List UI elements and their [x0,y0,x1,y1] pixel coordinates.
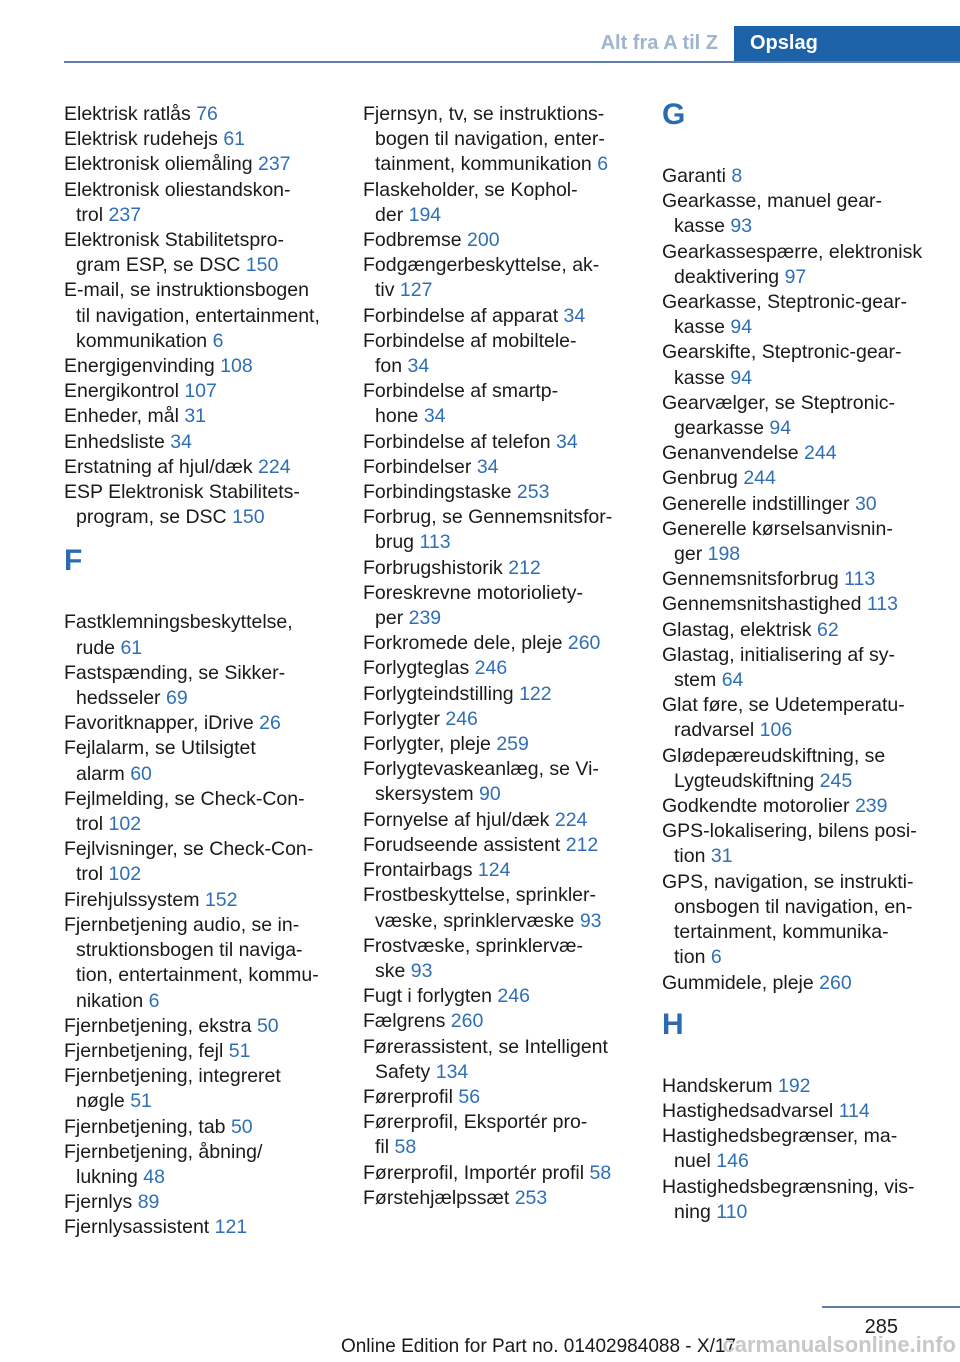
index-entry [64,1215,336,1240]
index-page-link[interactable]: 60 [130,762,152,785]
index-entry [363,1186,635,1211]
index-entry-term: Forbindelse af apparat [363,304,559,327]
index-entry [363,455,635,480]
index-entry-term: Enhedsliste [64,430,165,453]
index-entry-term: Fjernsyn, tv, se instruktions- bogen til navigation, enter- tainment, kommunikation [363,103,605,176]
index-entry [662,466,942,491]
index-entry-term: Garanti [662,165,726,187]
index-entry-term: Fodbremse [363,229,462,252]
index-section-letter: H [662,1007,684,1041]
index-page-link[interactable]: 246 [474,657,508,680]
index-entry-term: Forlygtevaskeanlæg, se Vi- skersystem [363,758,599,806]
index-page-link[interactable]: 58 [394,1136,417,1159]
section-tab[interactable]: Opslag [734,26,960,61]
index-entry [662,1124,942,1174]
index-page-link[interactable]: 97 [784,265,807,288]
index-entry-term: Fjernbetjening audio, se in- struktionsbogen til naviga- tion, entertainment, kommu- nikation [64,913,319,1012]
watermark: carmanualsonline.info [722,1332,956,1357]
index-entry-term: Fejlmelding, se Check-Con- trol [64,787,305,836]
index-entry-term: Forbindelse af telefon [363,430,551,453]
index-page-link[interactable]: 51 [130,1090,152,1113]
index-page-link[interactable]: 244 [743,467,776,490]
index-entry-term: Forbindingstaske [363,481,512,504]
index-entry [662,240,942,290]
index-column-1 [64,102,336,1241]
index-page-link[interactable]: 50 [256,1014,279,1037]
index-page-link[interactable]: 26 [259,712,281,735]
index-page-link[interactable]: 61 [223,128,246,151]
index-page-link[interactable]: 61 [120,636,143,659]
index-entry-term: Fornyelse af hjul/dæk [363,808,550,831]
index-entry-term: GPS-lokalisering, bilens posi- tion [662,820,917,868]
index-entry-term: Godkendte motorolier [662,795,850,818]
index-entry [662,164,942,189]
index-entry [363,682,635,707]
index-entry [363,984,635,1009]
index-entry-term: Førerprofil, Eksportér pro- fil [363,1111,588,1159]
index-page-link[interactable]: 107 [184,380,217,403]
index-entry [363,253,635,303]
header-rule [64,61,960,63]
index-entry-term: Gummidele, pleje [662,971,814,994]
index-page-link[interactable]: 76 [196,103,218,125]
index-entry-term: Gearkasse, manuel gear- kasse [662,190,883,238]
index-entry-term: Gearvælger, se Steptronic- gearkasse [662,391,896,440]
index-page-link[interactable]: 127 [399,279,433,302]
index-entry [64,430,336,455]
index-page-link[interactable]: 6 [597,153,609,176]
index-section-letter: F [64,544,83,578]
index-entry-term: Handskerum [662,1074,773,1097]
index-entry-term: Hastighedsadvarsel [662,1099,834,1122]
index-entry-term: GPS, navigation, se instrukti- onsbogen til navigation, en- tertainment, kommunika- tion [662,870,914,969]
index-page-link[interactable]: 94 [769,417,792,440]
index-page-link[interactable]: 260 [450,1010,484,1033]
index-page-link[interactable]: 50 [230,1115,253,1138]
index-entry-term: E-mail, se instruktionsbogen til navigation, entertainment, kommunikation [64,279,320,352]
index-entry-term: ESP Elektronisk Stabilitets- program, se DSC [64,481,300,529]
index-page-link[interactable]: 114 [838,1099,870,1122]
index-page-link[interactable]: 34 [555,430,578,453]
index-page-link[interactable]: 194 [408,203,442,226]
index-entry-term: Forlygteindstilling [363,682,514,705]
index-page-link[interactable]: 146 [716,1150,749,1173]
index-page-link[interactable]: 6 [148,989,160,1012]
index-entry-term: Frontairbags [363,859,473,882]
index-page-link[interactable]: 124 [477,859,511,882]
index-entry [363,808,635,833]
index-page-link[interactable]: 152 [204,888,238,911]
index-page-link[interactable]: 198 [707,543,741,566]
index-entry-term: Foreskrevne motorioliety- per [363,581,583,630]
index-entry-term: Genanvendelse [662,442,799,465]
index-entry-term: Fjernbetjening, ekstra [64,1014,252,1037]
index-page-link[interactable]: 6 [710,946,722,969]
index-page-link[interactable]: 122 [519,682,552,705]
index-page-link[interactable]: 113 [844,568,876,591]
index-entry [662,592,942,617]
index-entry [363,480,635,505]
index-entry [363,934,635,984]
index-entry-term: Fugt i forlygten [363,985,492,1008]
index-entry-term: Fastspænding, se Sikker- hedsseler [64,661,286,710]
index-entry-term: Fejlalarm, se Utilsigtet alarm [64,737,256,785]
index-page-link[interactable]: 51 [228,1039,251,1062]
index-entry-term: Hastighedsbegrænsning, vis- ning [662,1175,915,1223]
index-entry [363,1161,635,1186]
index-page-link[interactable]: 93 [579,909,602,932]
index-entry-term: Favoritknapper, iDrive [64,712,254,735]
index-entry [64,1115,336,1140]
index-page-link[interactable]: 110 [716,1200,748,1223]
index-entry-term: Erstatning af hjul/dæk [64,455,253,478]
index-entry [363,883,635,933]
index-column-3 [662,98,942,1225]
index-entry-term: Frostbeskyttelse, sprinkler- væske, sprinklervæske [363,884,596,932]
index-page-link[interactable]: 64 [721,669,744,692]
index-entry [363,329,635,379]
index-entry [64,888,336,913]
index-entry-term: Forlygteglas [363,657,470,680]
index-entry [363,178,635,228]
index-entry [64,610,336,660]
index-entry [363,505,635,555]
index-entry [662,643,942,693]
index-entry [662,693,942,743]
index-entry-term: Forlygter [363,707,440,730]
index-entry-term: Forkromede dele, pleje [363,632,563,655]
index-page-link[interactable]: 212 [565,833,599,856]
index-entry [64,228,336,278]
index-page-link[interactable]: 260 [567,632,601,655]
index-entry-term: Fjernlysassistent [64,1216,210,1239]
index-page-link[interactable]: 62 [816,618,839,641]
index-page-link[interactable]: 102 [108,813,142,836]
index-entry [64,127,336,152]
index-entry [662,1074,942,1099]
index-entry [363,858,635,883]
index-page-link[interactable]: 34 [476,455,499,478]
index-page-link[interactable]: 237 [108,203,142,226]
index-entry [662,340,942,390]
index-page-link[interactable]: 34 [170,430,192,453]
index-entry [662,391,942,441]
index-entry-term: Forbindelse af mobiltele- fon [363,329,577,378]
index-entry [363,757,635,807]
index-entry-term: Førstehjælpssæt [363,1186,510,1209]
index-entry-term: Fælgrens [363,1010,446,1033]
index-page-link[interactable]: 56 [458,1085,481,1108]
index-entry-term: Forbindelse af smartp- hone [363,380,559,428]
index-entry [64,1014,336,1039]
index-entry [363,430,635,455]
index-entry-term: Forlygter, pleje [363,733,491,756]
index-entry-term: Forbrugshistorik [363,556,503,579]
index-entry [64,837,336,887]
index-page-link[interactable]: 253 [516,481,550,504]
index-entry-term: Fjernbetjening, integreret nøgle [64,1065,281,1113]
index-entry-term: Frostvæske, sprinklervæ- ske [363,934,583,982]
index-entry [363,228,635,253]
index-entry [662,794,942,819]
index-entry [64,404,336,429]
index-entry-term: Glastag, elektrisk [662,618,812,641]
index-entry-term: Forbindelser [363,455,472,478]
index-entry-term: Glastag, initialisering af sy- stem [662,643,896,692]
index-page-link[interactable]: 30 [854,492,877,515]
index-page-link[interactable]: 224 [554,808,588,831]
index-entry-term: Generelle indstillinger [662,492,850,515]
index-entry [662,492,942,517]
index-entry [363,631,635,656]
index-entry [662,290,942,340]
index-page-link[interactable]: 245 [819,769,853,792]
index-entry [64,178,336,228]
index-entry-term: Genbrug [662,467,738,490]
index-entry-term: Fjernbetjening, tab [64,1115,226,1138]
index-entry [64,913,336,1014]
index-entry-term: Gearkasse, Steptronic-gear- kasse [662,291,907,339]
index-page-link[interactable]: 58 [589,1161,612,1184]
index-page-link[interactable]: 260 [819,971,852,994]
index-page-link[interactable]: 69 [165,687,188,710]
index-page-link[interactable]: 212 [508,556,541,579]
index-entry [64,661,336,711]
index-entry [363,732,635,757]
index-page-link[interactable]: 102 [108,863,142,886]
index-page-link[interactable]: 224 [258,455,291,478]
index-page-link[interactable]: 6 [212,329,224,352]
index-entry [64,711,336,736]
index-entry-term: Energikontrol [64,380,179,403]
index-entry-term: Gearskifte, Steptronic-gear- kasse [662,341,902,389]
index-entry [363,833,635,858]
index-page-link[interactable]: 246 [445,707,478,730]
index-entry-term: Elektronisk Stabilitetspro- gram ESP, se DSC [64,229,285,277]
index-page-link[interactable]: 93 [410,959,433,982]
index-entry-term: Glat føre, se Udetemperatu- radvarsel [662,694,905,742]
index-page-link[interactable]: 8 [731,165,743,187]
index-entry [363,1110,635,1160]
index-entry-term: Gennemsnitshastighed [662,593,862,616]
index-entry-term: Forudseende assistent [363,833,561,856]
index-entry-term: Fastklemningsbeskyttelse, rude [64,611,293,659]
index-page-link[interactable]: 244 [804,442,837,465]
index-entry [363,656,635,681]
index-page-link[interactable]: 106 [759,719,793,742]
index-page-link[interactable]: 31 [184,405,207,428]
index-entry-term: Generelle kørselsanvisnin- ger [662,517,893,566]
footer-rule [822,1306,960,1308]
index-entry-term: Fjernbetjening, åbning/ lukning [64,1140,263,1188]
index-page-link[interactable]: 89 [137,1191,160,1214]
index-entry [363,581,635,631]
index-entry [662,567,942,592]
index-entry [662,618,942,643]
index-entry [64,152,336,177]
index-page-link[interactable]: 90 [479,783,501,806]
index-page-link[interactable]: 150 [245,254,279,277]
index-page-link[interactable]: 48 [143,1165,165,1188]
index-entry-term: Gennemsnitsforbrug [662,568,839,591]
index-entry [662,819,942,869]
page-header [0,26,960,62]
index-entry-term: Enheder, mål [64,405,179,428]
chapter-tab[interactable]: Alt fra A til Z [600,32,718,54]
index-entry [64,736,336,786]
index-entry-term: Fodgængerbeskyttelse, ak- tiv [363,254,600,302]
index-page-link[interactable]: 246 [497,985,530,1008]
index-entry [363,1085,635,1110]
index-entry [363,304,635,329]
index-entry [64,1064,336,1114]
index-page-link[interactable]: 34 [407,355,430,378]
index-entry-term: Gearkassespærre, elektronisk deaktivering [662,240,923,288]
index-entry [64,787,336,837]
index-page-link[interactable]: 113 [419,531,451,554]
index-page-link[interactable]: 259 [496,733,529,756]
page-number: 285 [864,1316,898,1338]
index-entry [64,379,336,404]
index-entry [363,1009,635,1034]
index-page-link[interactable]: 237 [258,153,291,176]
index-page-link[interactable]: 121 [214,1216,248,1239]
index-entry [64,278,336,354]
index-entry [363,556,635,581]
index-entry [662,1175,942,1225]
index-entry [662,1099,942,1124]
index-page-link[interactable]: 93 [730,215,753,238]
index-entry [64,455,336,480]
index-page-link[interactable]: 200 [467,229,500,252]
index-page-link[interactable]: 239 [408,607,442,630]
index-page-link[interactable]: 31 [710,845,733,868]
index-entry-term: Firehjulssystem [64,888,200,911]
index-page-link[interactable]: 94 [730,366,753,389]
index-entry [363,102,635,178]
index-entry [662,441,942,466]
index-entry [662,744,942,794]
index-entry-term: Førerprofil [363,1085,453,1108]
index-section-letter: G [662,98,686,131]
index-entry [662,870,942,971]
index-entry [64,1140,336,1190]
index-entry-term: Glødepæreudskiftning, se Lygteudskiftning [662,744,886,792]
index-entry-term: Forbrug, se Gennemsnitsfor- brug [363,506,613,554]
index-page-link[interactable]: 113 [866,593,898,616]
index-entry-term: Førerprofil, Importér profil [363,1161,585,1184]
index-entry-term: Fejlvisninger, se Check-Con- trol [64,838,314,886]
index-entry-term: Elektrisk ratlås [64,103,191,125]
index-entry [363,707,635,732]
index-entry-term: Hastighedsbegrænser, ma- nuel [662,1125,898,1173]
index-entry [662,971,942,996]
index-page-link[interactable]: 253 [514,1186,548,1209]
index-entry [64,1190,336,1215]
index-page-link[interactable]: 239 [854,795,888,818]
index-entry [662,189,942,239]
index-entry [64,354,336,379]
index-page-link[interactable]: 34 [423,405,446,428]
index-page-link[interactable]: 134 [435,1060,469,1083]
index-entry-term: Elektrisk rudehejs [64,128,218,151]
index-entry [64,102,336,127]
index-page-link[interactable]: 150 [232,506,265,529]
index-entry [662,517,942,567]
index-page-link[interactable]: 108 [220,355,253,378]
edition-note: Online Edition for Part no. 01402984088 - X/17 [340,1336,736,1357]
index-entry-term: Energigenvinding [64,355,215,378]
index-entry [64,1039,336,1064]
index-entry-term: Flaskeholder, se Kophol- der [363,178,578,226]
index-column-2 [363,102,635,1211]
index-entry-term: Fjernlys [64,1191,133,1214]
index-entry-term: Elektronisk oliestandskon- trol [64,178,291,226]
index-entry [363,379,635,429]
index-page-link[interactable]: 94 [730,316,753,339]
index-entry-term: Elektronisk oliemåling [64,153,253,176]
index-entry [64,480,336,530]
index-entry [363,1035,635,1085]
index-page-link[interactable]: 192 [777,1074,811,1097]
index-entry-term: Fjernbetjening, fejl [64,1039,224,1062]
index-entry-term: Førerassistent, se Intelligent Safety [363,1035,608,1083]
index-page-link[interactable]: 34 [563,304,586,327]
